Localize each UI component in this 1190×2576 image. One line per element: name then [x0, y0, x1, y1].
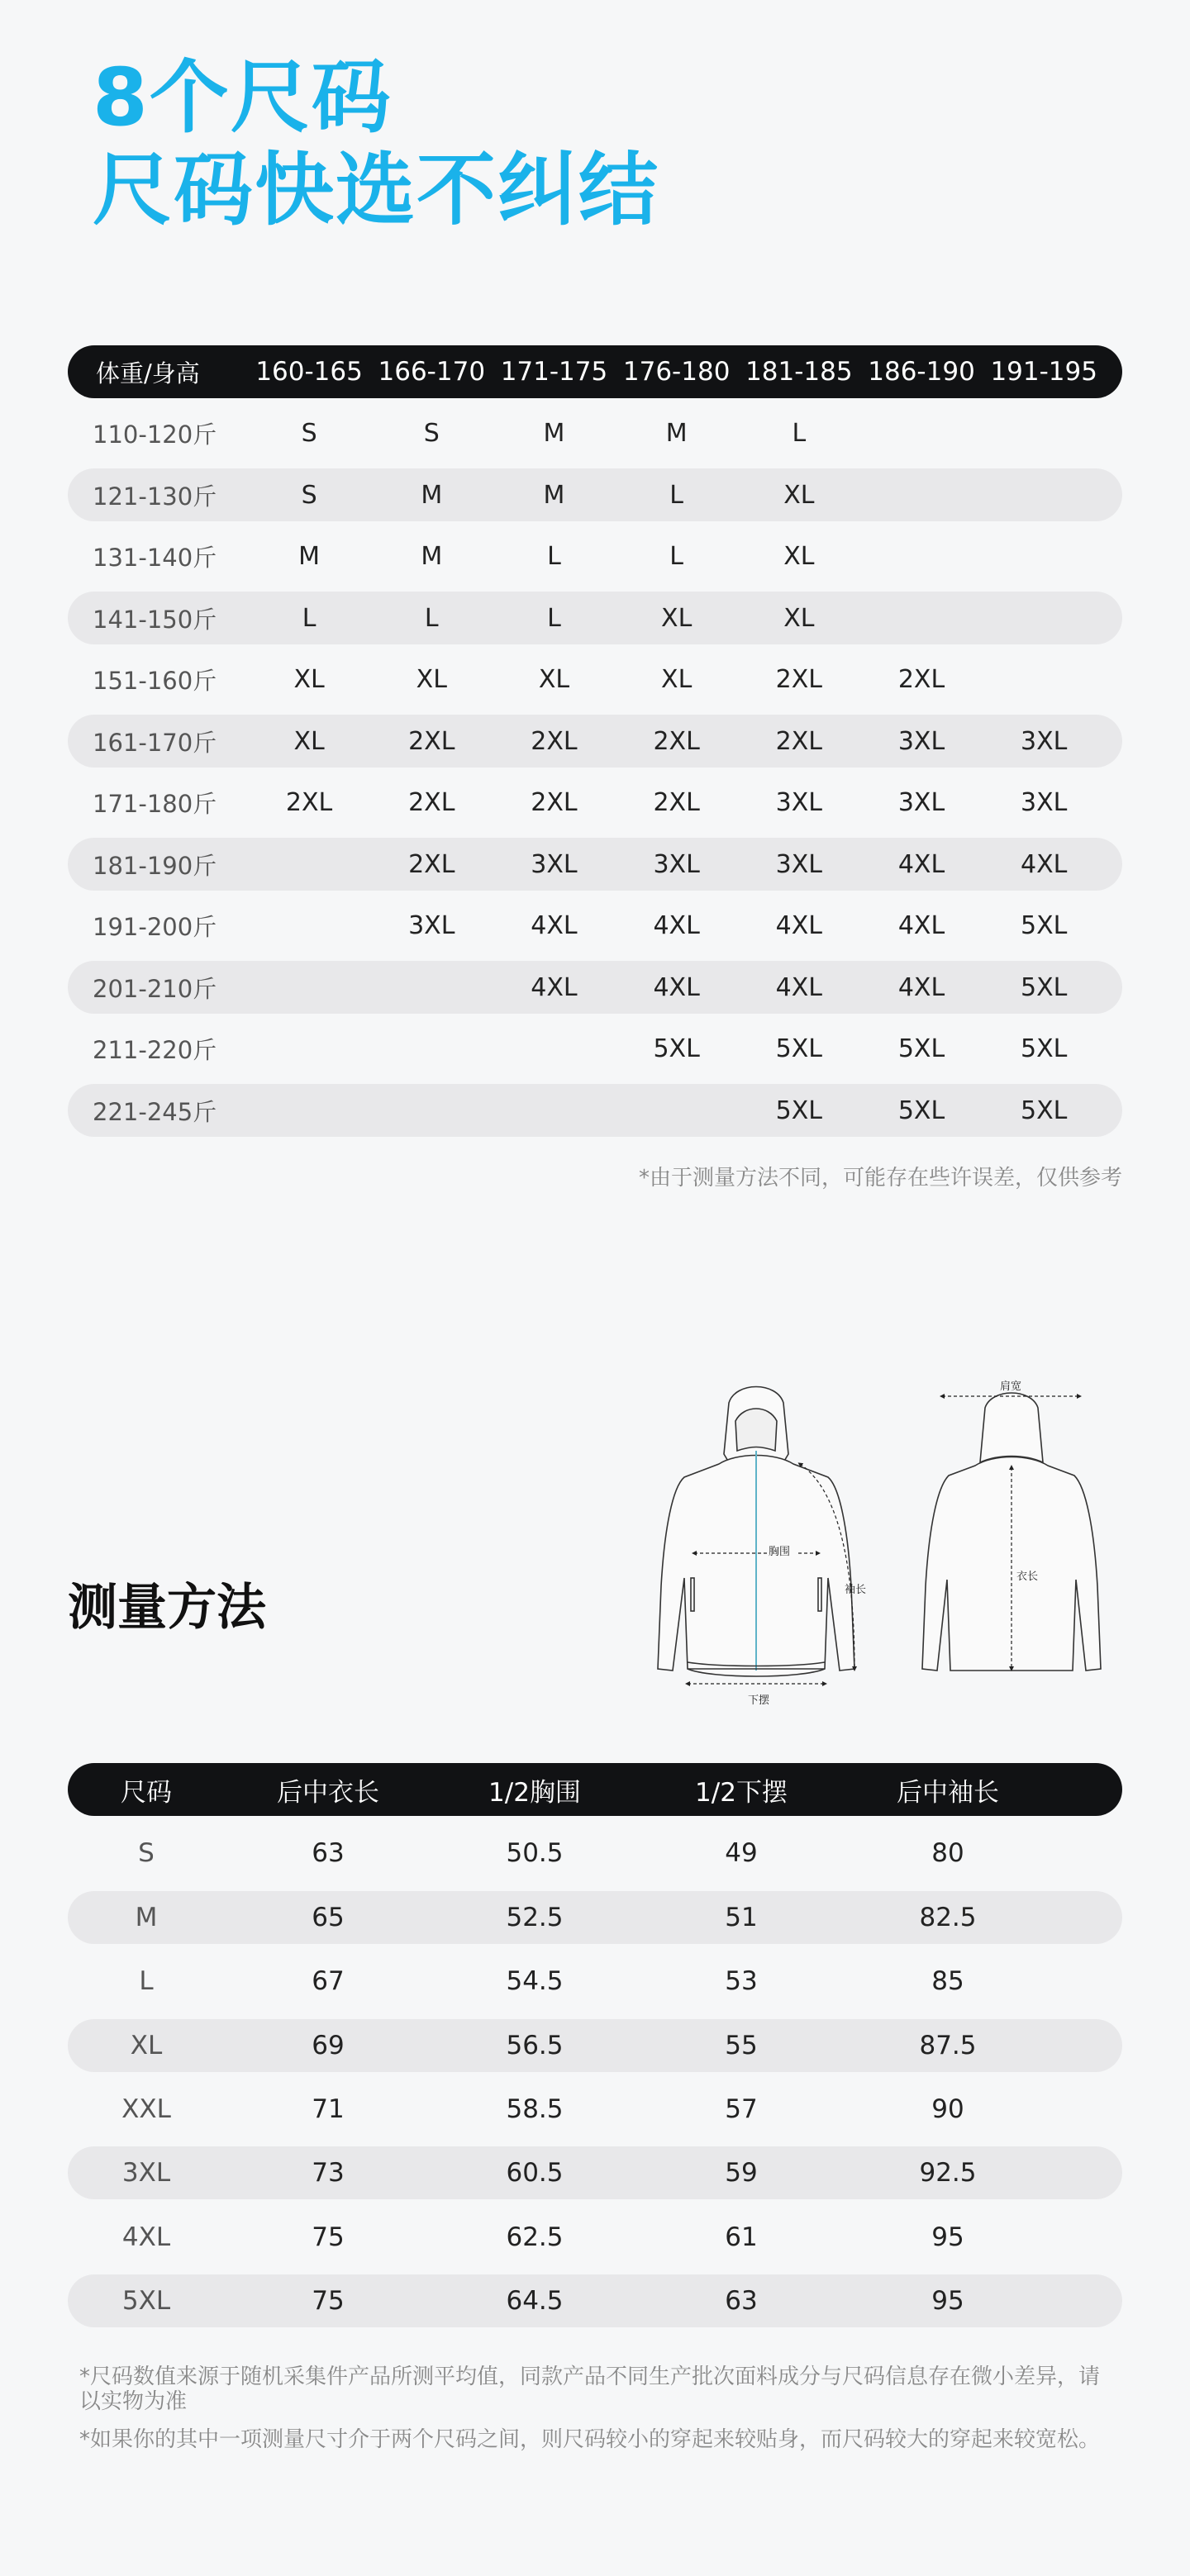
table-cell: M	[665, 419, 688, 448]
table-cell: XL	[293, 726, 325, 756]
table-header-row	[68, 1763, 1122, 1816]
table-cell: M	[421, 542, 443, 571]
table-cell: 57	[725, 2094, 758, 2124]
table-row	[68, 592, 1122, 644]
table-cell: 191-200斤	[93, 913, 217, 941]
table-cell: 3XL	[897, 788, 945, 817]
table-cell: S	[301, 419, 317, 448]
table-cell: M	[543, 419, 565, 448]
table-cell: 73	[312, 2158, 345, 2189]
footnote-2: *如果你的其中一项测量尺寸介于两个尺码之间，则尺码较小的穿起来较贴身，而尺码较大的穿起来较宽松。	[79, 2427, 1101, 2452]
table-cell: 2XL	[653, 788, 700, 817]
table-cell: 2XL	[531, 788, 578, 817]
table-cell: 60.5	[506, 2158, 564, 2189]
table-cell: 3XL	[1021, 788, 1068, 817]
table-cell: 2XL	[775, 726, 823, 756]
table-row	[68, 1955, 1122, 2008]
table-cell: 3XL	[775, 849, 823, 879]
table-header-cell: 186-190	[868, 357, 975, 387]
size-table-note: *由于测量方法不同，可能存在些许误差，仅供参考	[638, 1166, 1122, 1191]
table-cell: 141-150斤	[93, 605, 217, 634]
table-cell: XL	[416, 665, 447, 694]
table-cell: 5XL	[775, 1034, 823, 1063]
table-row	[68, 715, 1122, 768]
table-cell: 161-170斤	[93, 728, 217, 757]
table-cell: 4XL	[531, 972, 578, 1002]
table-cell: 4XL	[121, 2222, 171, 2252]
table-header-cell: 171-175	[500, 357, 608, 387]
table-cell: 71	[312, 2094, 345, 2124]
table-cell: L	[669, 480, 684, 510]
table-cell: 2XL	[408, 726, 455, 756]
table-cell: 80	[931, 1838, 964, 1869]
table-cell: 69	[312, 2030, 345, 2060]
table-cell: 171-180斤	[93, 790, 217, 818]
table-cell: 63	[725, 2286, 758, 2317]
table-cell: 4XL	[1021, 849, 1068, 879]
table-cell: 95	[931, 2222, 964, 2252]
table-cell: 5XL	[121, 2286, 171, 2317]
table-cell: XL	[130, 2030, 163, 2060]
table-cell: 75	[312, 2286, 345, 2317]
table-cell: 63	[312, 1838, 345, 1869]
table-header-cell: 体重/身高	[96, 359, 200, 387]
table-cell: 56.5	[506, 2030, 564, 2060]
table-cell: S	[138, 1838, 155, 1869]
table-cell: 59	[725, 2158, 758, 2189]
table-cell: 181-190斤	[93, 851, 217, 880]
footnotes	[79, 2365, 1112, 2465]
table-cell: XL	[661, 665, 693, 694]
headline-line-2: 尺码快选不纠结	[93, 144, 659, 236]
measurement-table	[68, 1763, 1122, 2339]
table-cell: 5XL	[775, 1096, 823, 1125]
table-cell: 4XL	[775, 911, 823, 940]
table-row	[68, 654, 1122, 706]
headline-line-1: 8个尺码	[93, 51, 393, 144]
table-row	[68, 838, 1122, 891]
table-cell: 54.5	[506, 1966, 564, 1997]
table-cell: 201-210斤	[93, 974, 217, 1003]
table-cell: XL	[538, 665, 570, 694]
table-row	[68, 1084, 1122, 1137]
table-cell: 110-120斤	[93, 421, 217, 449]
table-cell: 49	[725, 1838, 758, 1869]
table-cell: 67	[312, 1966, 345, 1997]
table-header-cell: 尺码	[121, 1777, 172, 1808]
table-cell: 85	[931, 1966, 964, 1997]
table-cell: 3XL	[775, 788, 823, 817]
table-cell: 2XL	[775, 665, 823, 694]
table-header-cell: 1/2下摆	[695, 1777, 788, 1808]
table-row	[68, 1891, 1122, 1944]
table-cell: 4XL	[653, 911, 700, 940]
table-row	[68, 407, 1122, 460]
table-header-cell: 1/2胸围	[488, 1777, 581, 1808]
table-cell: XL	[783, 603, 815, 633]
table-cell: 2XL	[531, 726, 578, 756]
table-cell: 221-245斤	[93, 1097, 217, 1126]
table-cell: 151-160斤	[93, 667, 217, 695]
table-header-cell: 后中袖长	[897, 1777, 999, 1808]
table-cell: 3XL	[121, 2158, 171, 2189]
table-cell: 2XL	[408, 788, 455, 817]
table-cell: 87.5	[919, 2030, 977, 2060]
table-header-row	[68, 345, 1122, 398]
table-cell: 64.5	[506, 2286, 564, 2317]
sleeve-label: 袖长	[845, 1584, 867, 1596]
table-cell: 58.5	[506, 2094, 564, 2124]
hem-label: 下摆	[748, 1694, 770, 1707]
table-row	[68, 2146, 1122, 2199]
table-cell: L	[139, 1966, 154, 1997]
table-cell: 4XL	[897, 849, 945, 879]
table-cell: 5XL	[897, 1034, 945, 1063]
table-cell: S	[423, 419, 440, 448]
table-cell: 3XL	[1021, 726, 1068, 756]
table-cell: 3XL	[653, 849, 700, 879]
table-cell: M	[543, 480, 565, 510]
table-cell: L	[547, 542, 561, 571]
table-cell: S	[301, 480, 317, 510]
table-cell: 2XL	[653, 726, 700, 756]
table-cell: 4XL	[897, 911, 945, 940]
table-cell: 62.5	[506, 2222, 564, 2252]
table-cell: 5XL	[1021, 1034, 1068, 1063]
table-row	[68, 900, 1122, 953]
table-cell: XL	[293, 665, 325, 694]
table-cell: 90	[931, 2094, 964, 2124]
table-row	[68, 530, 1122, 583]
table-cell: XL	[661, 603, 693, 633]
size-recommendation-table	[68, 345, 1122, 1146]
headline	[93, 51, 659, 236]
length-label: 衣长	[1016, 1571, 1039, 1583]
table-cell: 131-140斤	[93, 544, 217, 572]
table-cell: XL	[783, 542, 815, 571]
table-row	[68, 1023, 1122, 1076]
table-row	[68, 2019, 1122, 2072]
table-cell: L	[424, 603, 439, 633]
table-row	[68, 961, 1122, 1014]
table-row	[68, 1827, 1122, 1880]
table-cell: 51	[725, 1902, 758, 1932]
table-cell: XL	[783, 480, 815, 510]
table-cell: XXL	[121, 2094, 171, 2124]
table-cell: 95	[931, 2286, 964, 2317]
table-cell: 5XL	[1021, 911, 1068, 940]
table-cell: 5XL	[897, 1096, 945, 1125]
table-header-cell: 181-185	[745, 357, 853, 387]
table-cell: 5XL	[1021, 1096, 1068, 1125]
table-cell: M	[421, 480, 443, 510]
table-cell: 3XL	[531, 849, 578, 879]
table-cell: 211-220斤	[93, 1036, 217, 1064]
table-cell: 3XL	[897, 726, 945, 756]
table-cell: L	[547, 603, 561, 633]
table-cell: 55	[725, 2030, 758, 2060]
footnote-1: *尺码数值来源于随机采集件产品所测平均值，同款产品不同生产批次面料成分与尺码信息存在微小差异，请以实物为准	[79, 2365, 1101, 2414]
table-row	[68, 2083, 1122, 2136]
table-cell: L	[669, 542, 684, 571]
table-cell: 2XL	[897, 665, 945, 694]
table-header-cell: 166-170	[378, 357, 486, 387]
table-cell: 4XL	[653, 972, 700, 1002]
table-cell: 5XL	[653, 1034, 700, 1063]
table-cell: 4XL	[531, 911, 578, 940]
table-cell: 121-130斤	[93, 482, 217, 511]
table-header-cell: 160-165	[255, 357, 363, 387]
table-cell: 65	[312, 1902, 345, 1932]
table-cell: L	[792, 419, 807, 448]
jacket-front-illustration	[658, 1387, 854, 1677]
table-cell: 52.5	[506, 1902, 564, 1932]
table-row	[68, 777, 1122, 829]
table-header-cell: 176-180	[622, 357, 731, 387]
table-cell: 53	[725, 1966, 758, 1997]
table-cell: 92.5	[919, 2158, 977, 2189]
table-cell: M	[135, 1902, 158, 1932]
shoulder-label: 肩宽	[1000, 1381, 1022, 1393]
table-header-cell: 191-195	[990, 357, 1097, 387]
table-cell: M	[298, 542, 321, 571]
jacket-measurement-diagram	[612, 1371, 1124, 1718]
table-header-cell: 后中衣长	[277, 1777, 379, 1808]
table-row	[68, 468, 1122, 521]
table-cell: L	[302, 603, 317, 633]
table-cell: 61	[725, 2222, 758, 2252]
table-cell: 2XL	[408, 849, 455, 879]
chest-label: 胸围	[769, 1546, 791, 1558]
table-row	[68, 2274, 1122, 2327]
table-cell: 5XL	[1021, 972, 1068, 1002]
table-cell: 3XL	[408, 911, 455, 940]
measurement-method-title: 测量方法	[68, 1579, 266, 1637]
table-cell: 2XL	[285, 788, 333, 817]
table-cell: 4XL	[775, 972, 823, 1002]
table-row	[68, 2211, 1122, 2264]
table-cell: 50.5	[506, 1838, 564, 1869]
table-cell: 4XL	[897, 972, 945, 1002]
table-cell: 82.5	[919, 1902, 977, 1932]
table-cell: 75	[312, 2222, 345, 2252]
